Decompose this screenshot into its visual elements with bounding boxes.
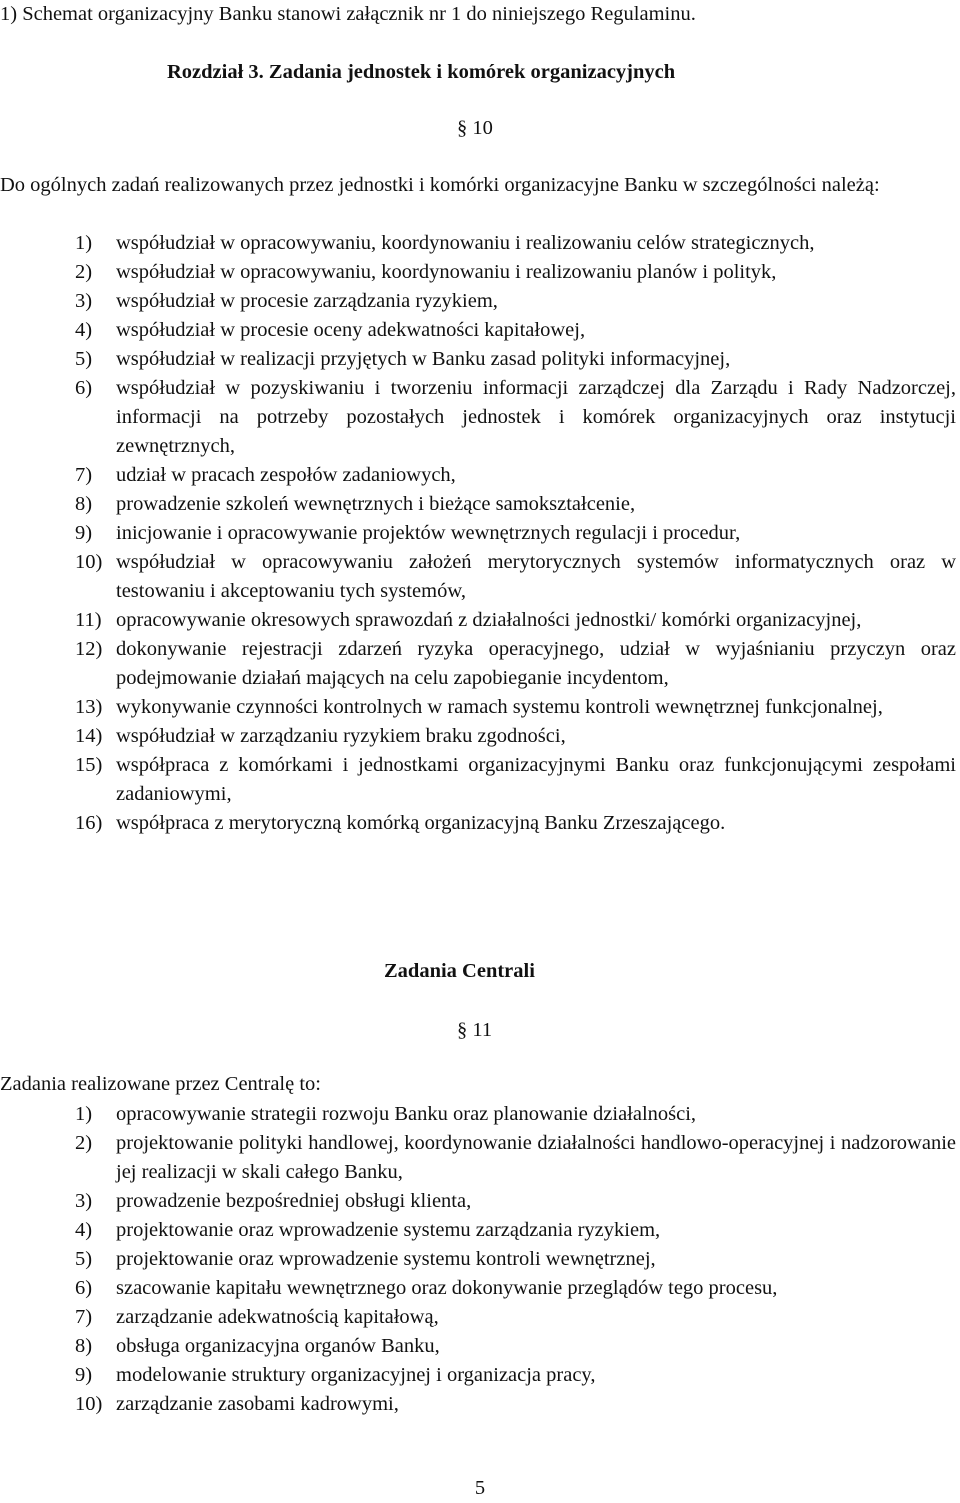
list-item-number: 2) [75,1132,93,1154]
list-item [0,1187,956,1216]
list-item-number: 15) [75,754,103,776]
list-item [0,809,956,838]
list-item-number: 10) [75,551,103,573]
list-item [0,1216,956,1245]
list-item-text: współudział w opracowywaniu, koordynowaniu i realizowaniu celów strategicznych, [116,232,815,254]
list-item [0,345,956,374]
list-item [0,1332,956,1361]
list-item-number: 16) [75,812,103,834]
list-item-text: szacowanie kapitału wewnętrznego oraz dokonywanie przeglądów tego procesu, [116,1277,778,1299]
list-item-text: współudział w realizacji przyjętych w Banku zasad polityki informacyjnej, [116,348,731,370]
list-item [0,258,956,287]
list-item-number: 11) [75,609,102,631]
list-item-number: 6) [75,377,93,399]
section-11-heading [457,1020,492,1041]
list-item-text: współudział w opracowywaniu, koordynowaniu i realizowaniu planów i polityk, [116,261,777,283]
list-item [0,693,956,722]
list-item [0,635,956,693]
list-item-number: 1) [75,232,93,254]
list-item-number: 14) [75,725,103,747]
section-11-intro: Zadania realizowane przez Centralę to: [0,1073,321,1095]
chapter-heading: Rozdział 3. Zadania jednostek i komórek organizacyjnych [167,61,676,83]
list-item-text: współpraca z komórkami i jednostkami organizacyjnymi Banku oraz funkcjonującymi zespołami zadaniowymi, [116,754,956,805]
list-item-text: obsługa organizacyjna organów Banku, [116,1335,440,1357]
section-number: 11 [472,1019,493,1041]
list-item-text: współudział w pozyskiwaniu i tworzeniu informacji zarządczej dla Zarządu i Rady Nadzorczej, informacji na potrzeby pozostałych jednostek i komórek organizacyjnych oraz instytucji zewnętrznych, [116,377,956,457]
list-item-text: współudział w zarządzaniu ryzykiem braku zgodności, [116,725,566,747]
list-item-text: współpraca z merytoryczną komórką organizacyjną Banku Zrzeszającego. [116,812,726,834]
list-item-text: projektowanie polityki handlowej, koordynowanie działalności handlowo-operacyjnej i nadzorowanie jej realizacji w skali całego Banku, [116,1132,956,1183]
list-item-number: 7) [75,464,93,486]
list-item-text: prowadzenie szkoleń wewnętrznych i bieżące samokształcenie, [116,493,636,515]
list-item-text: współudział w opracowywaniu założeń merytorycznych systemów informatycznych oraz w testowaniu i akceptowaniu tych systemów, [116,551,956,602]
list-item-number: 5) [75,348,93,370]
section-10-list [0,229,956,838]
list-item [0,490,956,519]
list-item [0,316,956,345]
list-item-number: 4) [75,319,93,341]
list-item-number: 5) [75,1248,93,1270]
list-item [0,287,956,316]
list-item-number: 13) [75,696,103,718]
list-item-text: udział w pracach zespołów zadaniowych, [116,464,456,486]
list-item [0,519,956,548]
list-item-text: współudział w procesie oceny adekwatności kapitałowej, [116,319,586,341]
top-line: 1) Schemat organizacyjny Banku stanowi załącznik nr 1 do niniejszego Regulaminu. [0,3,696,25]
section-number: 10 [472,117,493,139]
list-item-number: 10) [75,1393,103,1415]
section-11-list [0,1100,956,1419]
list-item-number: 9) [75,1364,93,1386]
list-item-number: 12) [75,638,103,660]
page-number: 5 [474,1477,486,1499]
section-symbol: § [457,1019,468,1041]
list-item [0,751,956,809]
list-item-number: 2) [75,261,93,283]
list-item-text: modelowanie struktury organizacyjnej i organizacja pracy, [116,1364,596,1386]
list-item [0,1390,956,1419]
list-item [0,461,956,490]
list-item-text: projektowanie oraz wprowadzenie systemu kontroli wewnętrznej, [116,1248,656,1270]
list-item [0,1274,956,1303]
list-item [0,1303,956,1332]
list-item-number: 8) [75,493,93,515]
list-item-text: dokonywanie rejestracji zdarzeń ryzyka operacyjnego, udział w wyjaśnianiu przyczyn oraz podejmowanie działań mających na celu zapobieganie incydentom, [116,638,956,689]
list-item-text: opracowywanie strategii rozwoju Banku oraz planowanie działalności, [116,1103,697,1125]
list-item [0,374,956,461]
list-item [0,722,956,751]
list-item [0,1129,956,1187]
centrala-heading: Zadania Centrali [384,960,535,982]
list-item-text: wykonywanie czynności kontrolnych w ramach systemu kontroli wewnętrznej funkcjonalnej, [116,696,883,718]
list-item [0,1100,956,1129]
list-item-text: inicjowanie i opracowywanie projektów wewnętrznych regulacji i procedur, [116,522,741,544]
list-item-number: 1) [75,1103,93,1125]
list-item-text: projektowanie oraz wprowadzenie systemu zarządzania ryzykiem, [116,1219,661,1241]
list-item-text: współudział w procesie zarządzania ryzykiem, [116,290,498,312]
list-item-number: 9) [75,522,93,544]
list-item-text: zarządzanie adekwatnością kapitałową, [116,1306,439,1328]
list-item [0,548,956,606]
list-item-number: 3) [75,290,93,312]
list-item-number: 3) [75,1190,93,1212]
list-item-text: zarządzanie zasobami kadrowymi, [116,1393,399,1415]
section-10-intro: Do ogólnych zadań realizowanych przez jednostki i komórki organizacyjne Banku w szczególności należą: [0,174,880,196]
list-item-text: prowadzenie bezpośredniej obsługi klienta, [116,1190,472,1212]
list-item [0,606,956,635]
section-10-heading [457,118,493,139]
list-item [0,1245,956,1274]
list-item-number: 4) [75,1219,93,1241]
section-symbol: § [457,117,468,139]
list-item-text: opracowywanie okresowych sprawozdań z działalności jednostki/ komórki organizacyjnej, [116,609,862,631]
list-item-number: 6) [75,1277,93,1299]
list-item [0,229,956,258]
list-item-number: 7) [75,1306,93,1328]
list-item [0,1361,956,1390]
list-item-number: 8) [75,1335,93,1357]
